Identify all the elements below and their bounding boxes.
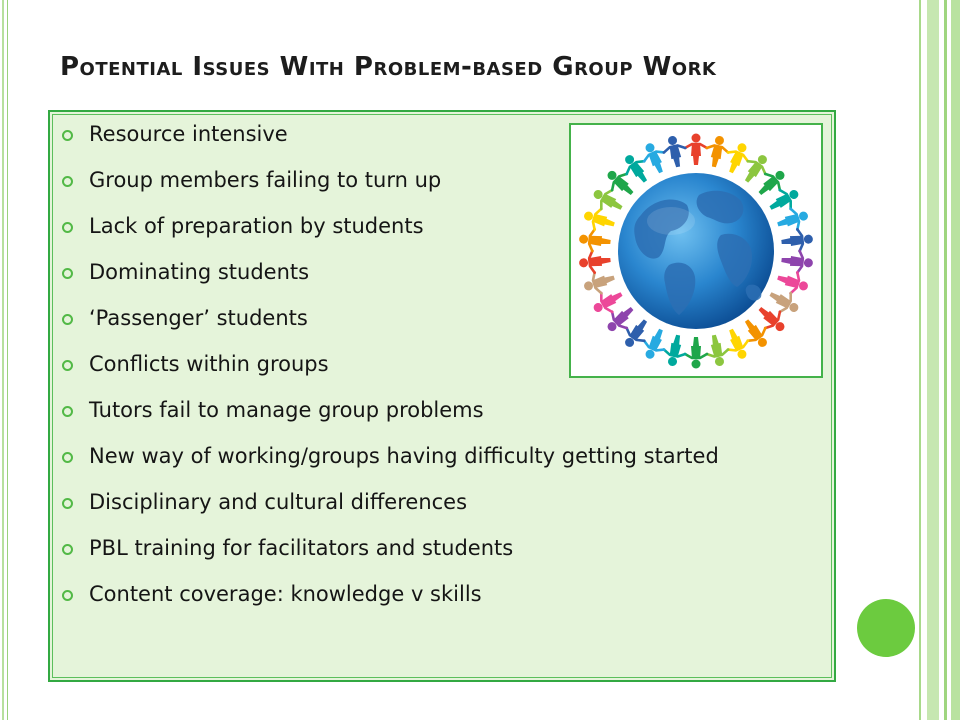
globe-image-frame <box>569 123 823 378</box>
bullet-ring-icon <box>62 590 73 601</box>
bullet-ring-icon <box>62 268 73 279</box>
person-figure <box>774 267 811 298</box>
bullet-ring-icon <box>62 222 73 233</box>
bullet-text: Resource intensive <box>89 122 288 146</box>
bullet-text: Group members failing to turn up <box>89 168 442 192</box>
person-figure <box>581 204 618 235</box>
bullet-ring-icon <box>62 544 73 555</box>
globe-people-icon <box>571 125 821 376</box>
bullet-ring-icon <box>62 498 73 509</box>
person-figure <box>774 204 811 235</box>
bullet-item <box>62 581 802 607</box>
bullet-ring-icon <box>62 452 73 463</box>
bullet-ring-icon <box>62 130 73 141</box>
bullet-text: Lack of preparation by students <box>89 214 424 238</box>
bullet-text: Conflicts within groups <box>89 352 329 376</box>
person-figure <box>578 228 612 253</box>
decorative-green-circle <box>857 599 915 657</box>
bullet-item <box>62 397 802 423</box>
slide-title: Potential Issues With Problem-based Group Work <box>60 52 717 82</box>
bullet-ring-icon <box>62 406 73 417</box>
bullet-item <box>62 489 802 515</box>
bullet-text: Content coverage: knowledge v skills <box>89 582 482 606</box>
bullet-ring-icon <box>62 314 73 325</box>
bullet-ring-icon <box>62 360 73 371</box>
person-figure <box>780 249 814 274</box>
bullet-text: PBL training for facilitators and students <box>89 536 514 560</box>
person-figure <box>685 337 707 369</box>
person-figure <box>661 134 689 169</box>
bullet-ring-icon <box>62 176 73 187</box>
bullet-text: New way of working/groups having difficulty getting started <box>89 444 719 468</box>
globe-highlight <box>647 207 695 235</box>
person-figure <box>578 249 612 274</box>
bullet-item <box>62 535 802 561</box>
bullet-text: ‘Passenger’ students <box>89 306 308 330</box>
person-figure <box>685 134 707 166</box>
bullet-text: Disciplinary and cultural differences <box>89 490 468 514</box>
bullet-text: Tutors fail to manage group problems <box>89 398 484 422</box>
bullet-item <box>62 443 802 469</box>
person-figure <box>581 267 618 298</box>
person-figure <box>703 333 731 368</box>
person-figure <box>780 228 814 253</box>
bullet-text: Dominating students <box>89 260 310 284</box>
left-frame-stripe <box>0 0 8 720</box>
right-frame-stripes <box>915 0 960 720</box>
